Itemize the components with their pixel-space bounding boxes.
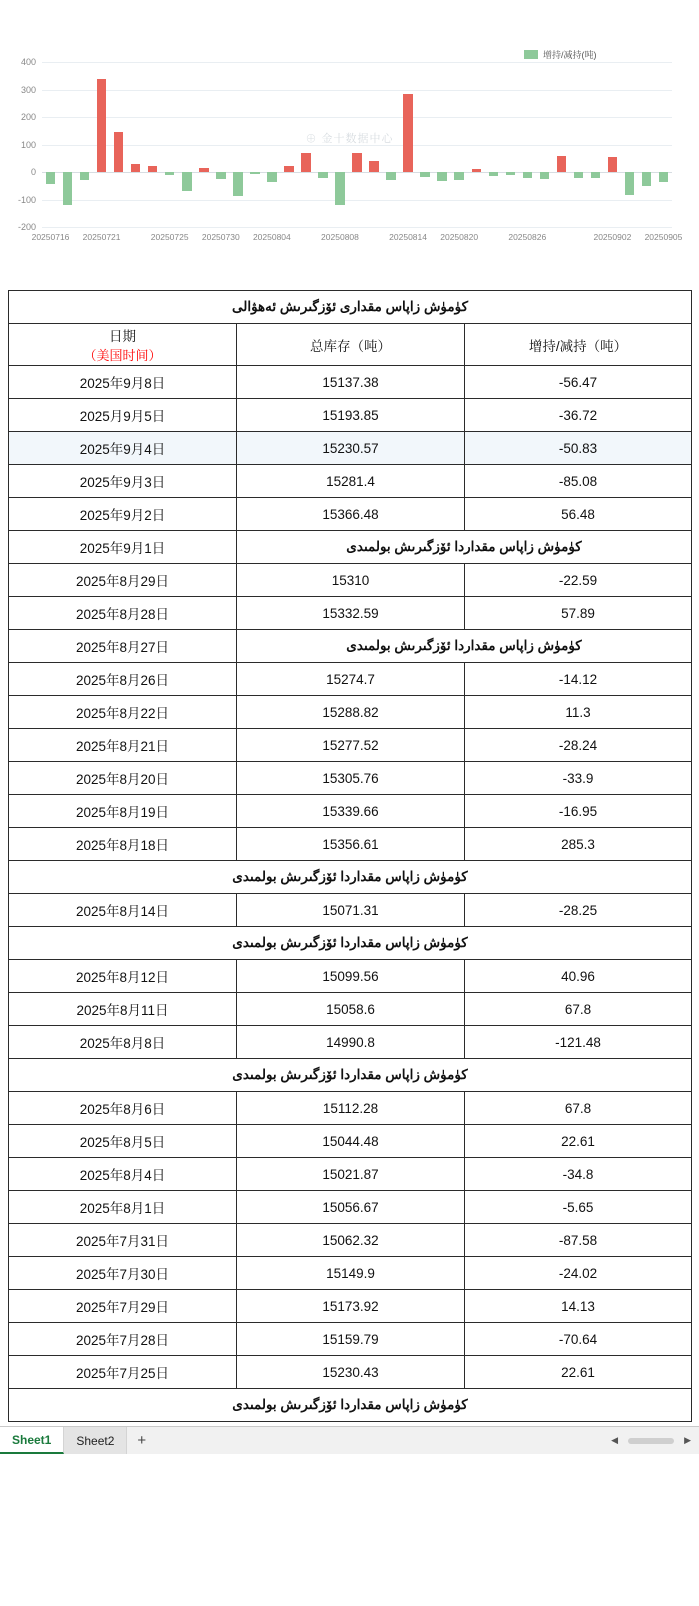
- chart-bar: [114, 132, 124, 172]
- table-row[interactable]: [9, 696, 692, 729]
- chart-bar: [63, 172, 73, 205]
- bar-slot: [417, 62, 434, 227]
- x-axis-tick-label: 20250730: [201, 232, 240, 242]
- cell-date[interactable]: 2025年9月8日: [9, 366, 237, 399]
- cell-date[interactable]: 2025年7月30日: [9, 1257, 237, 1290]
- chart-bar: [557, 156, 567, 172]
- x-axis-tick-label: 20250721: [82, 232, 121, 242]
- cell-total-inventory[interactable]: 15058.6: [237, 993, 465, 1026]
- cell-change[interactable]: 22.61: [465, 1356, 692, 1389]
- table-row[interactable]: [9, 1092, 692, 1125]
- cell-total-inventory[interactable]: 15137.38: [237, 366, 465, 399]
- cell-change[interactable]: ‑22.59: [465, 564, 692, 597]
- cell-change[interactable]: 67.8: [465, 993, 692, 1026]
- table-row[interactable]: [9, 762, 692, 795]
- cell-total-inventory[interactable]: 15062.32: [237, 1224, 465, 1257]
- bar-slot: [59, 62, 76, 227]
- cell-change[interactable]: 285.3: [465, 828, 692, 861]
- y-axis: [0, 57, 40, 232]
- chart-bar: [642, 172, 652, 186]
- table-row[interactable]: [9, 1290, 692, 1323]
- cell-change[interactable]: 67.8: [465, 1092, 692, 1125]
- bar-slot: [110, 62, 127, 227]
- no-change-note-cell[interactable]: كۈمۈش زاپاس مقداردا ئۆزگىرىش بولمىدى: [9, 1059, 692, 1092]
- bar-slot: [229, 62, 246, 227]
- cell-total-inventory[interactable]: 15339.66: [237, 795, 465, 828]
- chart-bar: [659, 172, 669, 182]
- cell-date[interactable]: 2025年8月18日: [9, 828, 237, 861]
- table-row[interactable]: [9, 993, 692, 1026]
- chart-bar: [523, 172, 533, 178]
- table-row[interactable]: [9, 795, 692, 828]
- chart-bar: [199, 168, 209, 172]
- cell-date[interactable]: 2025年8月26日: [9, 663, 237, 696]
- cell-date[interactable]: 2025年8月6日: [9, 1092, 237, 1125]
- chart-bar: [489, 172, 499, 176]
- bar-slot: [280, 62, 297, 227]
- scroll-right-icon[interactable]: ▶: [684, 1435, 691, 1445]
- table-title: كۈمۈش زاپاس مقدارى ئۆزگىرىش ئەھۋالى: [9, 291, 692, 324]
- header-date-main: 日期: [109, 329, 136, 344]
- cell-total-inventory[interactable]: 15071.31: [237, 894, 465, 927]
- cell-change[interactable]: ‑24.02: [465, 1257, 692, 1290]
- chart-watermark: [305, 130, 393, 146]
- header-change-cell: 增持/减持（吨）: [465, 324, 692, 366]
- legend-swatch-icon: [524, 50, 538, 59]
- cell-total-inventory[interactable]: 15366.48: [237, 498, 465, 531]
- cell-total-inventory[interactable]: 15281.4: [237, 465, 465, 498]
- cell-total-inventory[interactable]: 15021.87: [237, 1158, 465, 1191]
- cell-date[interactable]: 2025年8月11日: [9, 993, 237, 1026]
- chart-bar: [420, 172, 430, 177]
- table-row[interactable]: [9, 564, 692, 597]
- gridline: [42, 227, 672, 228]
- cell-date[interactable]: 2025年7月25日: [9, 1356, 237, 1389]
- sheet-tab-sheet1[interactable]: Sheet1: [0, 1427, 64, 1454]
- bar-slot: [553, 62, 570, 227]
- cell-total-inventory[interactable]: 15230.43: [237, 1356, 465, 1389]
- cell-date[interactable]: 2025年7月29日: [9, 1290, 237, 1323]
- header-date-cell: [9, 324, 237, 366]
- cell-change[interactable]: ‑56.47: [465, 366, 692, 399]
- cell-total-inventory[interactable]: 15274.7: [237, 663, 465, 696]
- table-row[interactable]: [9, 1026, 692, 1059]
- chart-legend: [524, 48, 597, 61]
- chart-bar: [182, 172, 192, 191]
- cell-total-inventory[interactable]: 14990.8: [237, 1026, 465, 1059]
- chart-bar: [591, 172, 601, 178]
- bar-slot: [144, 62, 161, 227]
- cell-date[interactable]: 2025年8月5日: [9, 1125, 237, 1158]
- bar-slot: [621, 62, 638, 227]
- bar-slot: [263, 62, 280, 227]
- bar-slot: [93, 62, 110, 227]
- cell-change[interactable]: ‑70.64: [465, 1323, 692, 1356]
- x-axis-tick-label: 20250716: [31, 232, 70, 242]
- x-axis-tick-label: 20250725: [150, 232, 189, 242]
- cell-total-inventory[interactable]: 15310: [237, 564, 465, 597]
- cell-date[interactable]: 2025年8月1日: [9, 1191, 237, 1224]
- chart-bar: [318, 172, 328, 178]
- table-row[interactable]: [9, 1059, 692, 1092]
- cell-total-inventory[interactable]: 15277.52: [237, 729, 465, 762]
- cell-change[interactable]: 14.13: [465, 1290, 692, 1323]
- bar-slot: [485, 62, 502, 227]
- header-date-sub: （美国时间）: [83, 348, 162, 363]
- cell-total-inventory[interactable]: 15044.48: [237, 1125, 465, 1158]
- sheet-tab-bar[interactable]: [0, 1426, 699, 1454]
- bar-slot: [434, 62, 451, 227]
- cell-date[interactable]: 2025年9月2日: [9, 498, 237, 531]
- cell-change[interactable]: ‑16.95: [465, 795, 692, 828]
- table-row[interactable]: [9, 861, 692, 894]
- cell-date[interactable]: 2025年9月1日: [9, 531, 237, 564]
- chart-bar: [574, 172, 584, 178]
- x-axis-tick-label: 20250820: [440, 232, 479, 242]
- tab-bar-spacer: [156, 1427, 603, 1454]
- bar-slot: [468, 62, 485, 227]
- cell-change[interactable]: -50.83: [465, 432, 692, 465]
- table-row[interactable]: [9, 927, 692, 960]
- cell-date[interactable]: 2025年8月8日: [9, 1026, 237, 1059]
- chart-bar: [352, 153, 362, 172]
- chart-bar: [335, 172, 345, 205]
- chart-bar: [540, 172, 550, 179]
- chart-bar: [267, 172, 277, 182]
- table-row[interactable]: [9, 1323, 692, 1356]
- table-row[interactable]: [9, 432, 692, 465]
- chart-bar: [403, 94, 413, 172]
- x-axis-tick-label: 20250814: [389, 232, 427, 242]
- watermark-text: 金十数据中心: [321, 133, 394, 145]
- cell-date[interactable]: 2025年9月4日: [9, 432, 237, 465]
- bar-slot: [195, 62, 212, 227]
- scrollbar-track[interactable]: [628, 1438, 674, 1444]
- table-row[interactable]: [9, 1191, 692, 1224]
- cell-total-inventory[interactable]: 15305.76: [237, 762, 465, 795]
- table-row[interactable]: [9, 1356, 692, 1389]
- chart-bar: [165, 172, 175, 175]
- cell-total-inventory[interactable]: 15112.28: [237, 1092, 465, 1125]
- table-title-row: [9, 291, 692, 324]
- cell-date[interactable]: 2025年7月28日: [9, 1323, 237, 1356]
- silver-holdings-bar-chart: [0, 0, 699, 290]
- table-row[interactable]: [9, 498, 692, 531]
- cell-change[interactable]: ‑28.24: [465, 729, 692, 762]
- chart-bar: [80, 172, 90, 180]
- chart-bar: [250, 172, 260, 174]
- cell-change[interactable]: ‑36.72: [465, 399, 692, 432]
- x-axis: [31, 232, 683, 246]
- cell-date[interactable]: 2025年8月19日: [9, 795, 237, 828]
- scroll-left-icon[interactable]: ◀: [611, 1435, 619, 1445]
- x-axis-tick-label: 20250902: [593, 232, 632, 242]
- bar-slot: [212, 62, 229, 227]
- bar-slot: [400, 62, 417, 227]
- y-axis-tick-label: 0: [30, 167, 36, 177]
- no-change-note-cell[interactable]: كۈمۈش زاپاس مقداردا ئۆزگىرىش بولمىدى: [9, 927, 692, 960]
- cell-change[interactable]: ‑14.12: [465, 663, 692, 696]
- cell-date[interactable]: 2025年7月31日: [9, 1224, 237, 1257]
- y-axis-tick-label: 200: [20, 112, 36, 122]
- cell-date[interactable]: 2025年8月29日: [9, 564, 237, 597]
- horizontal-scrollbar[interactable]: [603, 1427, 699, 1454]
- cell-change[interactable]: ‑121.48: [465, 1026, 692, 1059]
- table-row[interactable]: [9, 597, 692, 630]
- cell-change[interactable]: 40.96: [465, 960, 692, 993]
- table-row[interactable]: [9, 1257, 692, 1290]
- cell-date[interactable]: 2025年9月3日: [9, 465, 237, 498]
- no-change-note-cell[interactable]: كۈمۈش زاپاس مقداردا ئۆزگىرىش بولمىدى: [9, 861, 692, 894]
- table-row[interactable]: [9, 1224, 692, 1257]
- table-row[interactable]: [9, 366, 692, 399]
- chart-bar: [216, 172, 226, 179]
- y-axis-tick-label: -200: [17, 222, 36, 232]
- table-row[interactable]: [9, 828, 692, 861]
- cell-total-inventory[interactable]: 15099.56: [237, 960, 465, 993]
- bar-slot: [655, 62, 672, 227]
- bar-slot: [502, 62, 519, 227]
- cell-change[interactable]: ‑34.8: [465, 1158, 692, 1191]
- watermark-mark-icon: ⊕: [305, 133, 322, 145]
- table-row[interactable]: [9, 1389, 692, 1422]
- chart-bar: [97, 79, 107, 173]
- bar-slot: [76, 62, 93, 227]
- y-axis-tick-label: -100: [17, 194, 36, 205]
- chart-bar: [369, 161, 379, 172]
- no-change-note-cell[interactable]: كۈمۈش زاپاس مقداردا ئۆزگىرىش بولمىدى: [9, 1389, 692, 1422]
- chart-bar: [301, 153, 311, 172]
- chart-bar: [506, 172, 516, 175]
- cell-total-inventory[interactable]: 15173.92: [237, 1290, 465, 1323]
- cell-change[interactable]: 57.89: [465, 597, 692, 630]
- table-row[interactable]: [9, 960, 692, 993]
- cell-change[interactable]: 56.48: [465, 498, 692, 531]
- cell-change[interactable]: ‑85.08: [465, 465, 692, 498]
- cell-date[interactable]: 2025年8月28日: [9, 597, 237, 630]
- y-axis-tick-label: 300: [20, 84, 36, 95]
- cell-total-inventory[interactable]: 15230.57: [237, 432, 465, 465]
- cell-date[interactable]: 2025年8月14日: [9, 894, 237, 927]
- cell-date[interactable]: 2025年8月21日: [9, 729, 237, 762]
- table-row[interactable]: [9, 663, 692, 696]
- bar-slot: [161, 62, 178, 227]
- bar-slot: [451, 62, 468, 227]
- cell-total-inventory[interactable]: 15159.79: [237, 1323, 465, 1356]
- bar-slot: [519, 62, 536, 227]
- chart-bar: [131, 164, 141, 172]
- bar-slot: [604, 62, 621, 227]
- table-row[interactable]: [9, 1158, 692, 1191]
- x-axis-tick-label: 20250826: [508, 232, 547, 242]
- chart-bar: [608, 157, 618, 172]
- cell-total-inventory[interactable]: 15288.82: [237, 696, 465, 729]
- table-row[interactable]: [9, 1125, 692, 1158]
- cell-change[interactable]: ‑28.25: [465, 894, 692, 927]
- cell-change[interactable]: 22.61: [465, 1125, 692, 1158]
- cell-total-inventory[interactable]: 15332.59: [237, 597, 465, 630]
- chart-bar: [472, 169, 482, 172]
- cell-date[interactable]: 2025年8月12日: [9, 960, 237, 993]
- x-axis-tick-label: 20250808: [321, 232, 359, 242]
- cell-total-inventory[interactable]: 15193.85: [237, 399, 465, 432]
- cell-date[interactable]: 2025年8月4日: [9, 1158, 237, 1191]
- bar-slot: [178, 62, 195, 227]
- bar-slot: [127, 62, 144, 227]
- x-axis-tick-label: 20250905: [644, 232, 683, 242]
- bar-slot: [536, 62, 553, 227]
- cell-total-inventory[interactable]: 15149.9: [237, 1257, 465, 1290]
- no-change-note-cell[interactable]: كۈمۈش زاپاس مقداردا ئۆزگىرىش بولمىدى: [237, 630, 692, 663]
- cell-date[interactable]: 2025年8月27日: [9, 630, 237, 663]
- chart-bar: [148, 166, 158, 172]
- y-axis-tick-label: 400: [20, 57, 36, 67]
- table-row[interactable]: [9, 630, 692, 663]
- cell-date[interactable]: 2025年8月20日: [9, 762, 237, 795]
- bar-slot: [638, 62, 655, 227]
- chart-bar: [46, 172, 56, 184]
- legend-label: 增持/减持(吨): [543, 50, 597, 60]
- chart-bar: [233, 172, 243, 196]
- silver-reserve-table: [8, 290, 692, 1422]
- table-row[interactable]: [9, 531, 692, 564]
- cell-total-inventory[interactable]: 15056.67: [237, 1191, 465, 1224]
- cell-change[interactable]: ‑5.65: [465, 1191, 692, 1224]
- cell-change[interactable]: ‑87.58: [465, 1224, 692, 1257]
- bar-slot: [587, 62, 604, 227]
- cell-date[interactable]: 2025年8月22日: [9, 696, 237, 729]
- table-row[interactable]: [9, 729, 692, 762]
- x-axis-tick-label: 20250804: [252, 232, 291, 242]
- bar-slot: [246, 62, 263, 227]
- table-row[interactable]: [9, 894, 692, 927]
- add-sheet-button[interactable]: +: [137, 1432, 147, 1449]
- header-total-cell: 总库存（吨）: [237, 324, 465, 366]
- sheet-tab-sheet2[interactable]: Sheet2: [64, 1427, 127, 1454]
- cell-change[interactable]: 11.3: [465, 696, 692, 729]
- cell-change[interactable]: ‑33.9: [465, 762, 692, 795]
- y-axis-tick-label: 100: [20, 139, 36, 150]
- chart-bar: [437, 172, 447, 181]
- cell-total-inventory[interactable]: 15356.61: [237, 828, 465, 861]
- chart-bar: [386, 172, 396, 180]
- bar-slot: [570, 62, 587, 227]
- chart-bar: [454, 172, 464, 180]
- no-change-note-cell[interactable]: كۈمۈش زاپاس مقداردا ئۆزگىرىش بولمىدى: [237, 531, 692, 564]
- table-row[interactable]: [9, 399, 692, 432]
- table-row[interactable]: [9, 465, 692, 498]
- chart-bar: [284, 166, 294, 172]
- cell-date[interactable]: 2025月9月5日: [9, 399, 237, 432]
- bar-slot: [42, 62, 59, 227]
- chart-bar: [625, 172, 635, 195]
